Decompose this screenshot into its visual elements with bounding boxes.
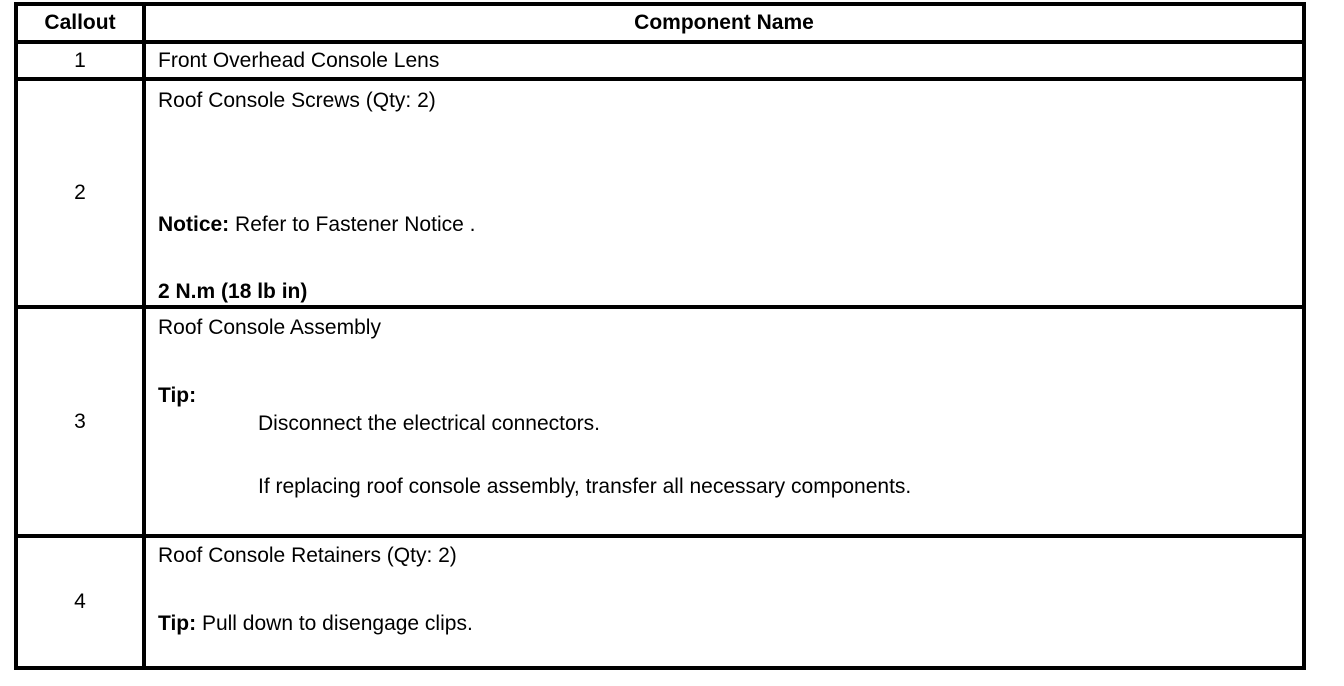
callout-number: 3 (18, 309, 146, 534)
table-row (18, 81, 1302, 309)
component-cell (146, 44, 1302, 77)
component-name: Roof Console Assembly (158, 316, 381, 339)
tip-item: If replacing roof console assembly, transfer all necessary components. (258, 475, 912, 498)
notice-line (158, 213, 475, 237)
component-cell (146, 81, 1302, 305)
table-row (18, 44, 1302, 81)
table-row (18, 538, 1302, 666)
components-table (14, 2, 1306, 670)
torque-spec: 2 N.m (18 lb in) (158, 280, 308, 303)
callout-number: 2 (18, 81, 146, 305)
tip-label: Tip: (158, 612, 197, 635)
tip-line (158, 612, 473, 636)
notice-text: Refer to Fastener Notice . (229, 213, 476, 236)
component-name: Roof Console Retainers (Qty: 2) (158, 544, 457, 567)
tip-item: Disconnect the electrical connectors. (258, 412, 600, 435)
notice-label: Notice: (158, 213, 230, 236)
component-cell (146, 309, 1302, 534)
table-row (18, 309, 1302, 538)
table-header-row (18, 6, 1302, 44)
component-name: Roof Console Screws (Qty: 2) (158, 89, 436, 112)
component-name: Front Overhead Console Lens (158, 49, 440, 72)
callout-number: 4 (18, 538, 146, 666)
header-callout: Callout (18, 6, 146, 40)
tip-label: Tip: (158, 384, 197, 407)
header-component-name: Component Name (634, 11, 814, 34)
callout-number: 1 (18, 44, 146, 77)
tip-text: Pull down to disengage clips. (196, 612, 473, 635)
component-cell (146, 538, 1302, 666)
